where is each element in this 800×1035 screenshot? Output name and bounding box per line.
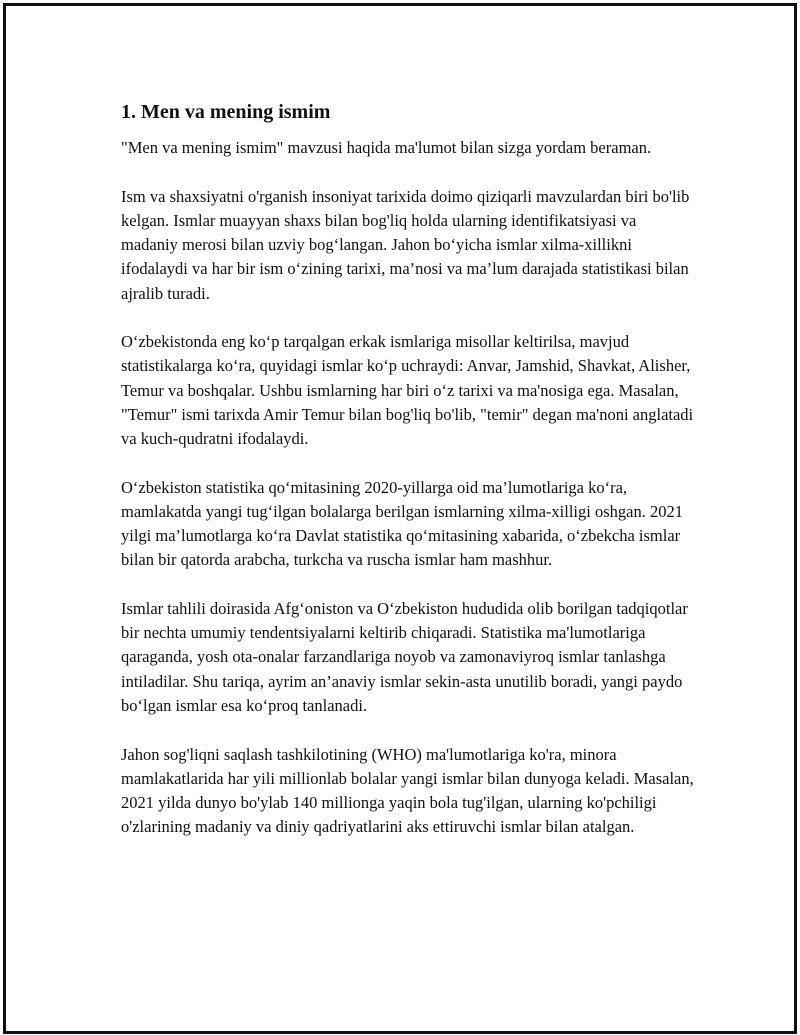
paragraph-name-trends: Ismlar tahlili doirasida Afg‘oniston va O‘zbekiston hududida olib borilgan tadqiqotlar bir nechta umumiy tendentsiyalarni keltirib chiqaradi. Statistika ma'lumotlariga qaraganda, yosh ota-onalar farzandlariga noyob va zamonaviyroq ismlar tanlashga intiladilar. Shu tariqa, ayrim an’anaviy ismlar sekin-asta unutilib boradi, yangi paydo bo‘lgan ismlar esa ko‘proq tanlanadi.: [121, 599, 688, 715]
document-page: [3, 3, 797, 1034]
paragraph-intro: "Men va mening ismim" mavzusi haqida ma'lumot bilan sizga yordam beraman.: [121, 138, 652, 157]
paragraph-who-data: Jahon sog'liqni saqlash tashkilotining (WHO) ma'lumotlariga ko'ra, minora mamlakatlarida har yili millionlab bolalar yangi ismlar bilan dunyoga keladi. Masalan, 2021 yilda dunyo bo'ylab 140 millionga yaqin bola tug'ilgan, ularning ko'pchiligi o'zlarining madaniy va diniy qadriyatlarini aks ettiruvchi ismlar bilan atalgan.: [121, 744, 694, 837]
section-heading: 1. Men va mening ismim: [121, 101, 331, 123]
paragraph-statistics-committee: O‘zbekiston statistika qo‘mitasining 2020-yillarga oid ma’lumotlariga ko‘ra, mamlakatda yangi tug‘ilgan bolalarga berilgan ismlarning xilma-xilligi oshgan. 2021 yilgi ma’lumotlarga ko‘ra Davlat statistika qo‘mitasining xabarida, o‘zbekcha ismlar bilan bir qatorda arabcha, turkcha va ruscha ismlar ham mashhur.: [121, 477, 683, 570]
paragraph-common-male-names: O‘zbekistonda eng ko‘p tarqalgan erkak ismlariga misollar keltirilsa, mavjud statistikalarga ko‘ra, quyidagi ismlar ko‘p uchraydi: Anvar, Jamshid, Shavkat, Alisher, Temur va boshqalar. Ushbu ismlarning har biri o‘z tarixi va ma'nosiga ega. Masalan, "Temur" ismi tarixda Amir Temur bilan bog'liq bo'lib, "temir" degan ma'noni anglatadi va kuch-qudratni ifodalaydi.: [121, 332, 694, 449]
document-body: [121, 98, 696, 864]
paragraph-names-identity: Ism va shaxsiyatni o'rganish insoniyat tarixida doimo qiziqarli mavzulardan biri bo'lib kelgan. Ismlar muayyan shaxs bilan bog'liq holda ularning identifikatsiyasi va madaniy merosi bilan uzviy bog‘langan. Jahon bo‘yicha ismlar xilma-xillikni ifodalaydi va har bir ism o‘zining tarixi, ma’nosi va ma’lum darajada statistikasi bilan ajralib turadi.: [121, 186, 690, 303]
